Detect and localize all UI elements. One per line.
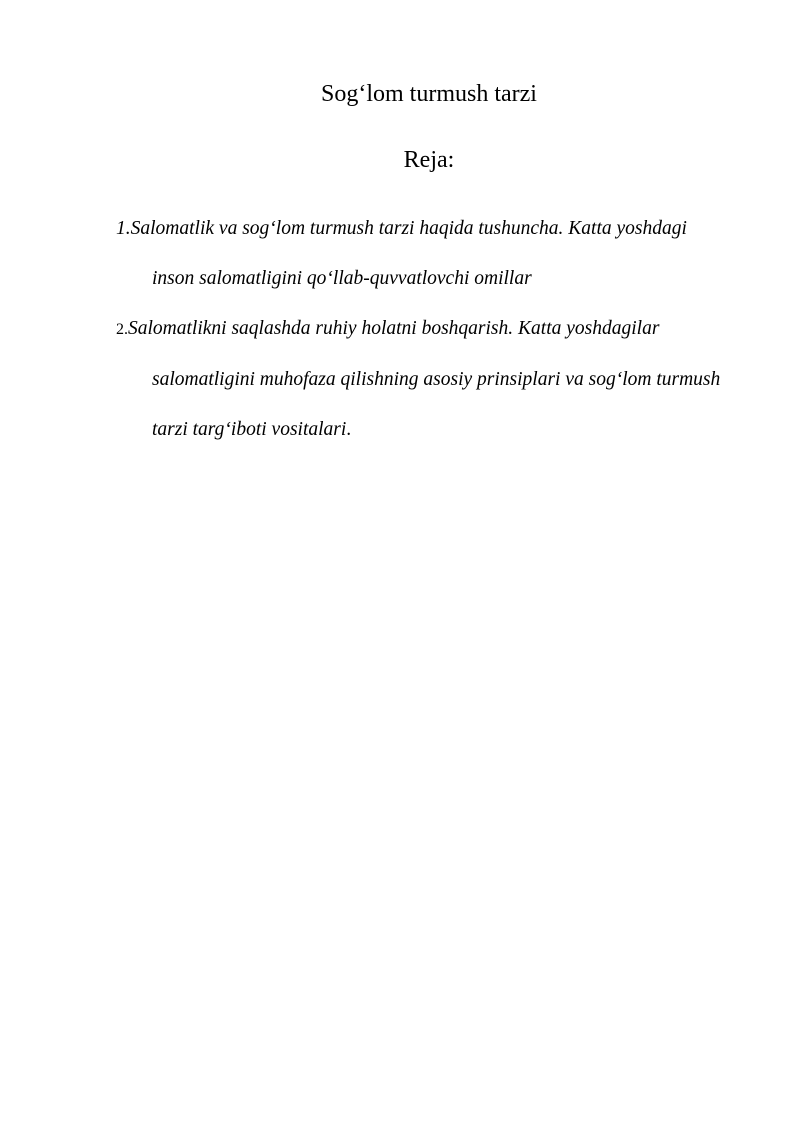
- plan-list: [116, 204, 726, 455]
- plan-item: [116, 204, 726, 304]
- plan-item: [116, 304, 726, 455]
- plan-item-text: Salomatlik va sog‘lom turmush tarzi haqida tushuncha. Katta yoshdagi inson salomatligini qo‘llab-quvvatlovchi omillar: [130, 218, 687, 289]
- plan-item-trailing-period: .: [346, 419, 352, 440]
- plan-heading: Reja:: [403, 147, 455, 173]
- plan-item-number: 1.: [116, 218, 131, 239]
- plan-item-number: 2.: [116, 321, 128, 338]
- plan-item-text: Salomatlikni saqlashda ruhiy holatni boshqarish. Katta yoshdagilar salomatligini muhofaza qilishning asosiy prinsiplari va sog‘lom turmush tarzi targ‘iboti vositalari: [128, 318, 721, 440]
- document-title: Sog‘lom turmush tarzi: [321, 81, 537, 107]
